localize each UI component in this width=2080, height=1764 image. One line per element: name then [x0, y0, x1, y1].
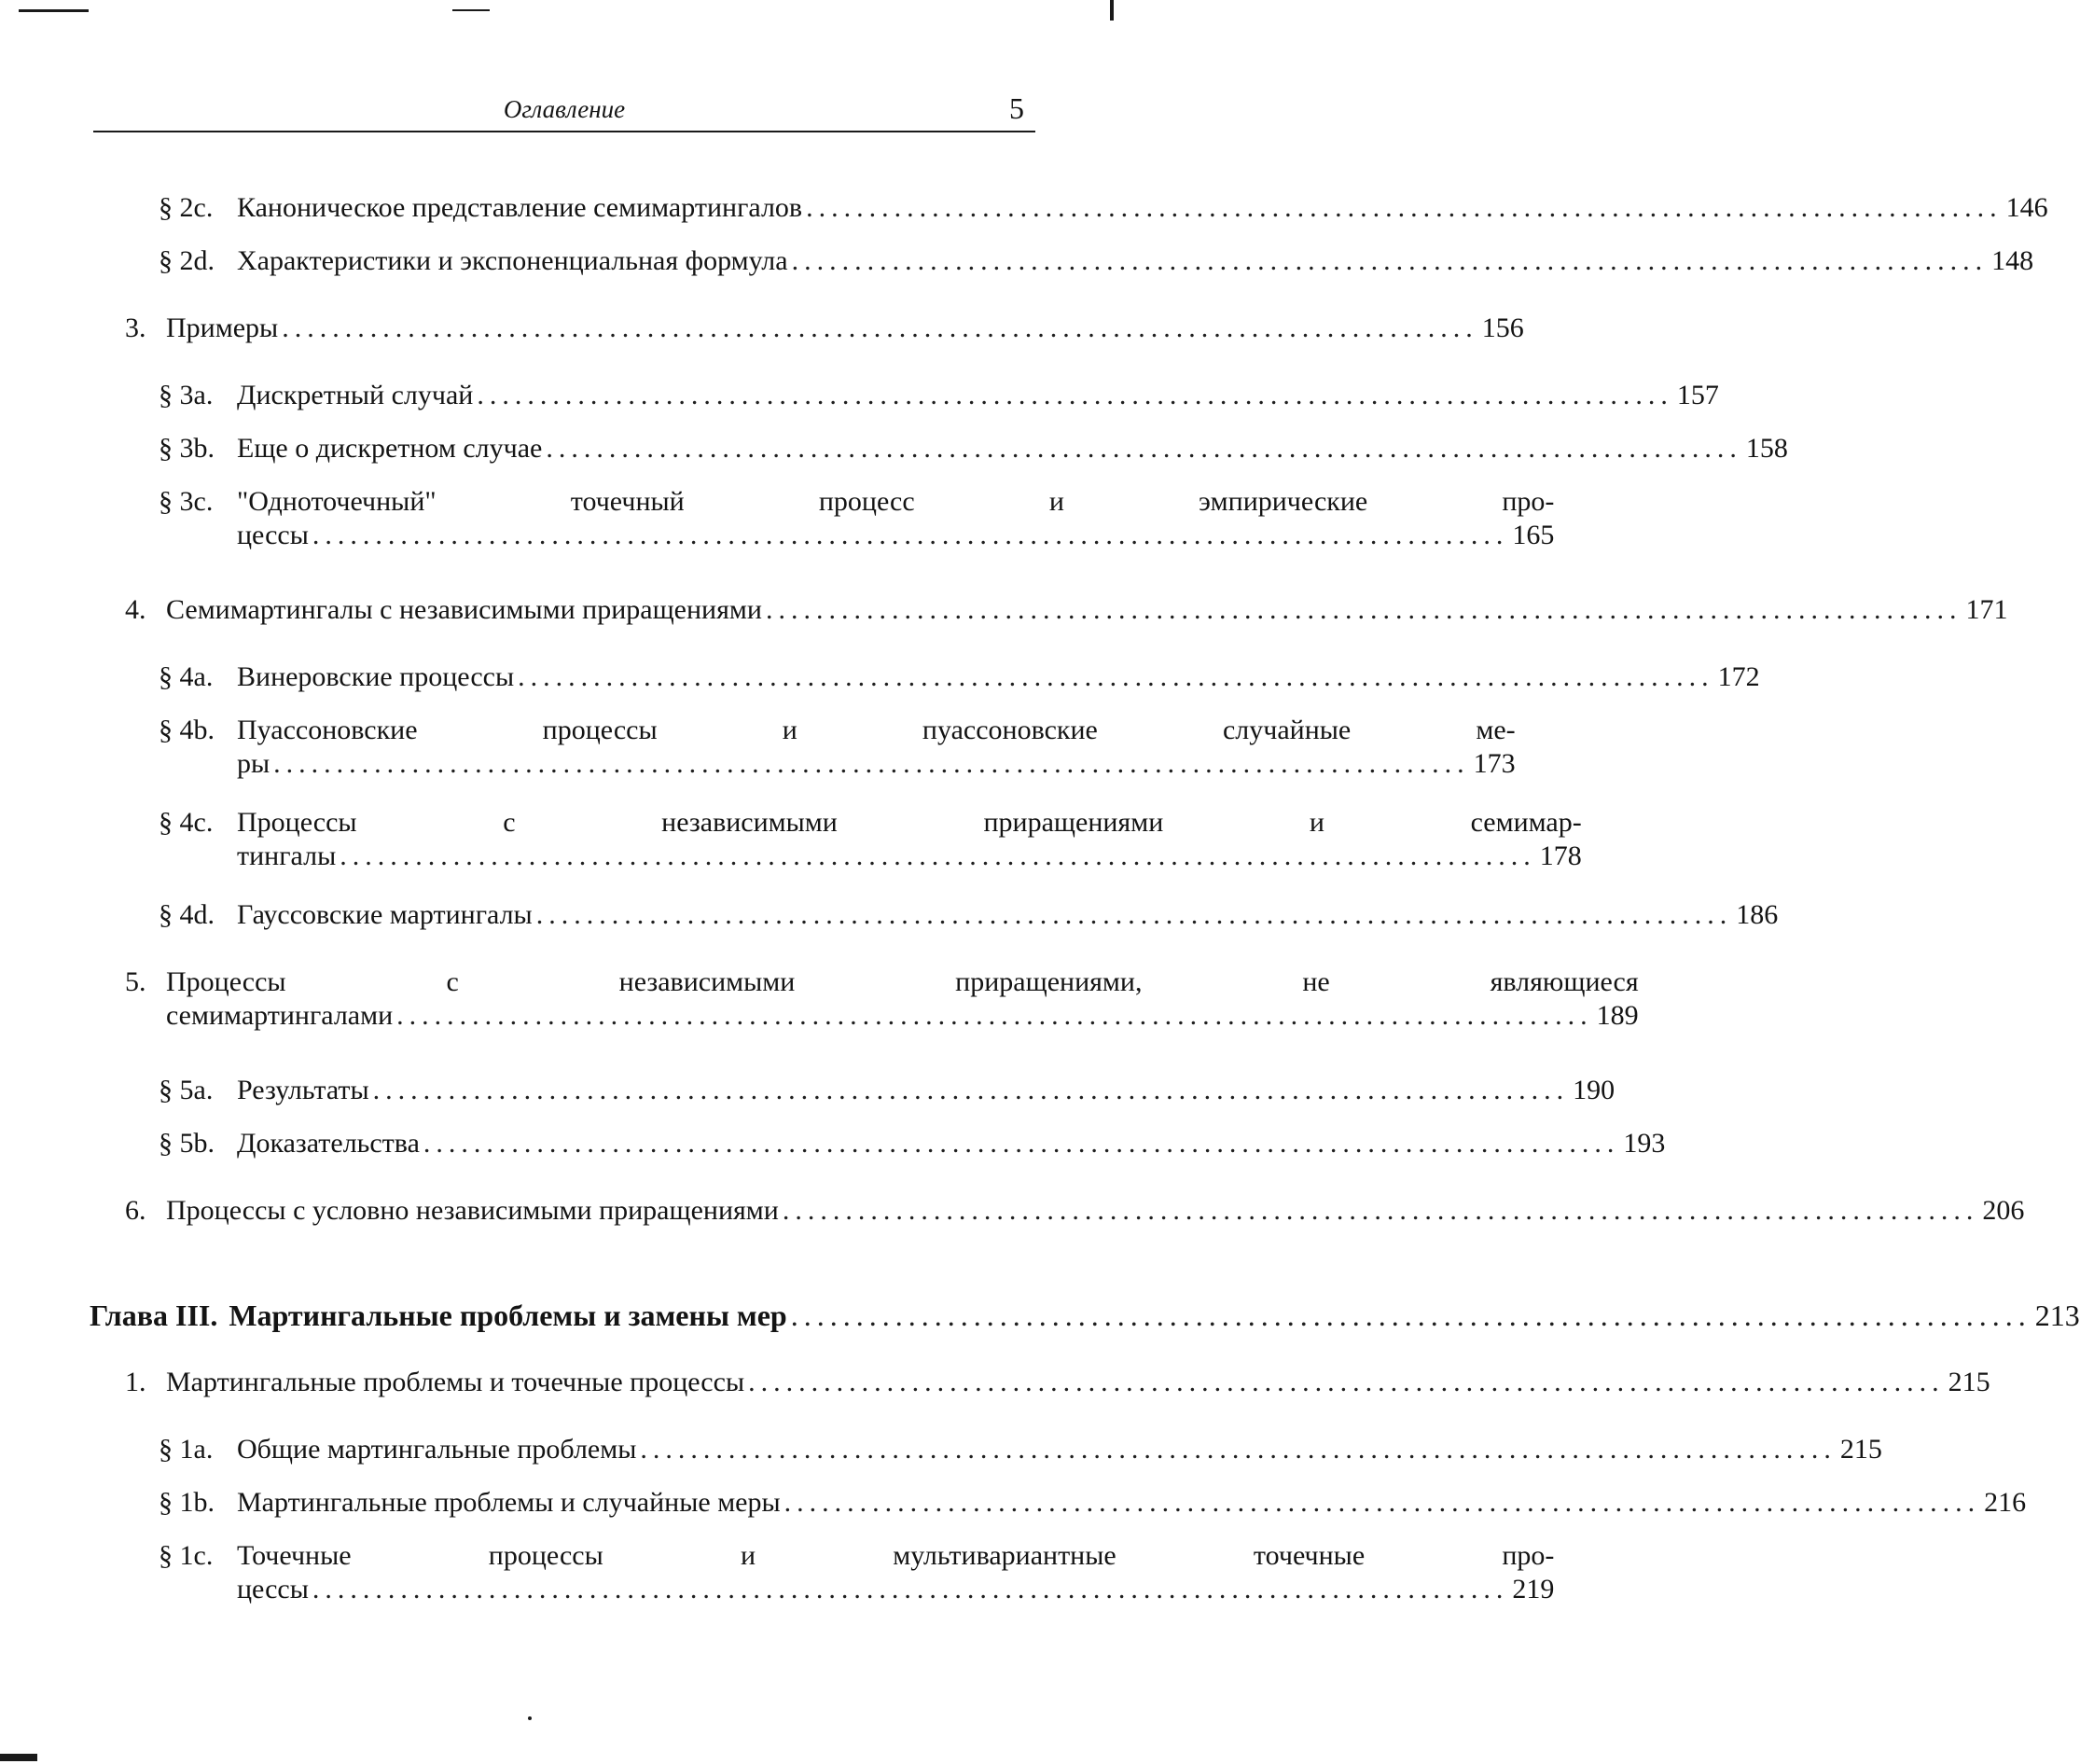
scan-mark [0, 1754, 37, 1761]
toc-entry-title: Винеровские процессы [237, 661, 515, 692]
toc-entry-number: 5. [125, 966, 146, 997]
toc-entry-page: 165 [1512, 520, 1555, 550]
toc-entry-title-line1: Точечные процессы и мультивариантные точечные про- [237, 1540, 1555, 1571]
dot-leader: ............................................................................................... [518, 661, 1714, 692]
toc-entry-title: Характеристики и экспоненциальная формула [237, 245, 788, 276]
toc-entry-title: семимартингалами [166, 1000, 394, 1031]
toc-entry-title: цессы [237, 1574, 309, 1604]
toc-entry-number: § 1a. [159, 1434, 214, 1465]
dot-leader: ............................................................................................... [783, 1487, 1981, 1518]
chapter-title: Мартингальные проблемы и замены мер [229, 1299, 787, 1332]
toc-entry-4d [159, 898, 1779, 932]
toc-entry-number: § 4b. [159, 715, 215, 745]
toc-entry-page: 157 [1676, 380, 1719, 410]
toc-entry-title: Мартингальные проблемы и случайные меры [237, 1487, 781, 1518]
toc-entry-page: 178 [1539, 840, 1582, 871]
dot-leader: ............................................................................................... [748, 1367, 1945, 1397]
toc-entry-5b [159, 1127, 1666, 1160]
toc-entry-3c [159, 485, 1555, 552]
toc-entry-page: 206 [1982, 1195, 2025, 1226]
toc-entry-4 [125, 593, 2008, 627]
toc-entry-number: § 3b. [159, 433, 215, 464]
toc-entry-page: 146 [2005, 192, 2048, 223]
toc-entry-1c [159, 1539, 1555, 1606]
toc-entry-page: 148 [1991, 245, 2034, 276]
dot-leader: ............................................................................................... [372, 1075, 1570, 1105]
toc-entry-number: § 3a. [159, 380, 214, 410]
dot-leader: ............................................................................................... [477, 380, 1673, 410]
toc-entry-number: 3. [125, 313, 146, 343]
toc-entry-title: Результаты [237, 1075, 369, 1105]
dot-leader: ............................................................................................... [791, 245, 1989, 276]
toc-entry-page: 172 [1717, 661, 1760, 692]
toc-entry-2d [159, 244, 2034, 278]
chapter-number: Глава III. [90, 1299, 218, 1332]
toc-entry-title: Каноническое представление семимартингалов [237, 192, 803, 223]
toc-entry-title-line1: Процессы с независимыми приращениями и семимар- [237, 807, 1582, 838]
toc-entry-page: 190 [1573, 1075, 1615, 1105]
toc-entry-number: 1. [125, 1367, 146, 1397]
toc-entry-3b [159, 432, 1788, 465]
toc-entry-4b [159, 714, 1516, 781]
toc-entry-3a [159, 379, 1719, 412]
dot-leader: ............................................................................................... [546, 433, 1742, 464]
toc-entry-title: Общие мартингальные проблемы [237, 1434, 637, 1465]
toc-entry-1a [159, 1433, 1882, 1466]
toc-entry-title: Дискретный случай [237, 380, 474, 410]
chapter-page: 213 [2034, 1299, 2080, 1332]
toc-entry-title: Гауссовские мартингалы [237, 899, 533, 930]
toc-entry-1b [159, 1486, 2027, 1520]
toc-entry-title: Семимартингалы с независимыми приращениями [166, 594, 762, 625]
dot-leader: ............................................................................................... [312, 1574, 1509, 1604]
toc-entry-title: ры [237, 748, 270, 779]
dot-leader: ............................................................................................... [340, 840, 1536, 871]
toc-entry-title: Доказательства [237, 1128, 420, 1159]
toc-entry-number: § 4d. [159, 899, 215, 930]
toc-entry-number: § 1c. [159, 1540, 214, 1571]
dot-leader: ............................................................................................... [765, 594, 1962, 625]
toc-entry-page: 219 [1512, 1574, 1555, 1604]
toc-entry-title: тингалы [237, 840, 337, 871]
toc-entry-5 [125, 965, 1639, 1033]
dot-leader: ............................................................................................... [312, 520, 1509, 550]
toc-entry-4c [159, 806, 1582, 873]
toc-entry-number: § 5b. [159, 1128, 215, 1159]
toc-entry-title: Мартингальные проблемы и точечные процессы [166, 1367, 745, 1397]
toc-entry-number: § 3c. [159, 486, 214, 517]
toc-entry-4a [159, 660, 1760, 694]
toc-entry-title-line1: Пуассоновские процессы и пуассоновские случайные ме- [237, 715, 1516, 745]
toc-entry-page: 156 [1481, 313, 1524, 343]
dot-leader: ............................................................................................... [396, 1000, 1593, 1031]
toc-entry-number: § 2c. [159, 192, 214, 223]
toc-entry-page: 189 [1596, 1000, 1639, 1031]
toc-entry-page: 215 [1948, 1367, 1990, 1397]
toc-entry-title: цессы [237, 520, 309, 550]
dot-leader: ............................................................................................... [806, 192, 2003, 223]
toc-entry-page: 186 [1736, 899, 1779, 930]
toc-entry-page: 193 [1623, 1128, 1666, 1159]
toc-entry-5a [159, 1074, 1615, 1107]
dot-leader: ............................................................................................... [282, 313, 1478, 343]
header-title: Оглавление [503, 95, 626, 123]
toc-entry-title: Примеры [166, 313, 279, 343]
toc-entry-number: § 4a. [159, 661, 214, 692]
dot-leader: ............................................................................................... [423, 1128, 1620, 1159]
toc-entry-number: § 1b. [159, 1487, 215, 1518]
scan-mark [528, 1716, 532, 1720]
toc-entry-number: § 2d. [159, 245, 215, 276]
toc-entry-number: 4. [125, 594, 146, 625]
dot-leader: ............................................................................................... [782, 1195, 1979, 1226]
toc-entry-number: § 4c. [159, 807, 214, 838]
toc-entry-page: 173 [1473, 748, 1516, 779]
dot-leader: ............................................................................................... [640, 1434, 1837, 1465]
toc-entry-title-line1: "Одноточечный" точечный процесс и эмпирические про- [237, 486, 1555, 517]
toc-entry-page: 158 [1745, 433, 1788, 464]
toc-entry-title-line1: Процессы с независимыми приращениями, не являющиеся [166, 966, 1639, 997]
header-page-number: 5 [1009, 91, 1024, 125]
toc-entry-2c [159, 191, 2048, 225]
toc-entry-1 [125, 1366, 1990, 1399]
dot-leader: ............................................................................................... [535, 899, 1733, 930]
toc-entry-title: Еще о дискретном случае [237, 433, 543, 464]
toc-entry-number: 6. [125, 1195, 146, 1226]
dot-leader: ............................................................................................... [790, 1299, 2031, 1332]
toc-entry-page: 216 [1984, 1487, 2027, 1518]
toc-entry-6 [125, 1194, 2025, 1228]
toc-chapter-3 [90, 1299, 2080, 1332]
toc-entry-page: 215 [1839, 1434, 1882, 1465]
toc-entry-title: Процессы с условно независимыми приращениями [166, 1195, 779, 1226]
toc-entry-number: § 5a. [159, 1075, 214, 1105]
dot-leader: ............................................................................................... [273, 748, 1470, 779]
toc-entry-page: 171 [1965, 594, 2008, 625]
toc-entry-3 [125, 312, 1524, 345]
